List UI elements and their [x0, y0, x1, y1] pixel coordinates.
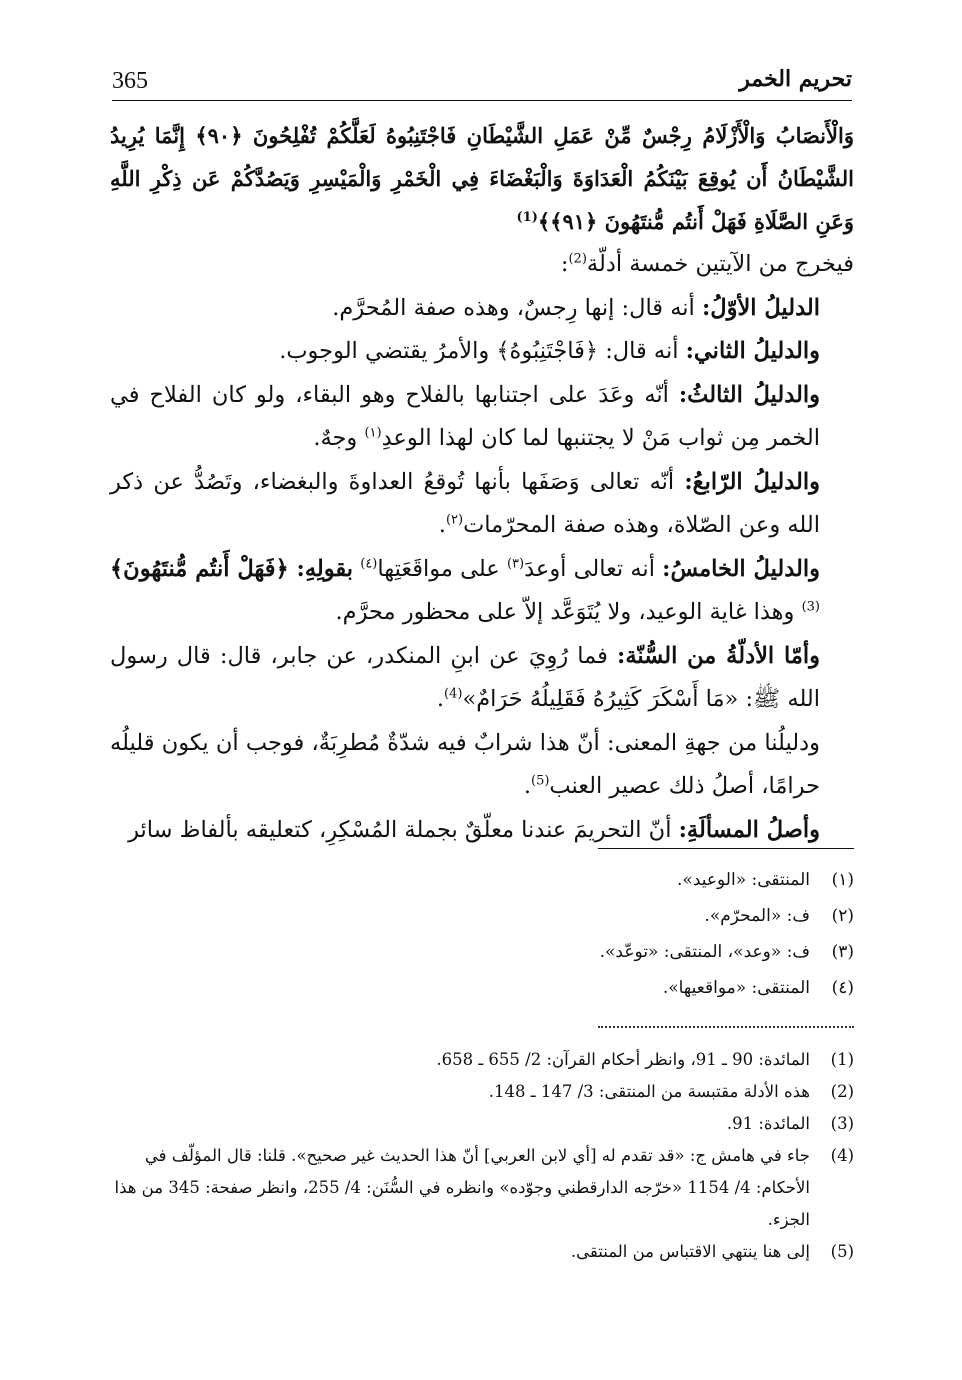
sunnah-text-end: . — [436, 686, 444, 712]
proof-5-text-d: وهذا غاية الوعيد، ولا يُتَوَعَّد إلاّ على محظور محرَّم. — [335, 599, 795, 625]
proof-1-lead: الدليلُ الأوّلُ: — [701, 294, 820, 321]
meaning-proof — [110, 722, 854, 809]
sunnah-text: فما رُوِيَ عن ابنِ المنكدر، عن جابر، قال: قال رسول الله ﷺ: «مَا أَسْكَرَ كَثِيرُهُ فَقَلِيلُهُ حَرَامٌ» — [110, 642, 820, 712]
proof-5-text-a: أنه تعالى أوعدَ — [524, 555, 655, 582]
footnote-item — [110, 1140, 854, 1236]
intro-text: فيخرج من الآيتين خمسة أدلّة — [586, 251, 854, 277]
footnote-number: (4) — [830, 1146, 854, 1165]
sunnah-lead: وأمّا الأدلّةُ من السُّنّة: — [617, 642, 821, 669]
footnote-text: ف: «وعد»، المنتقى: «توعّد». — [599, 942, 810, 962]
footnote-separator — [598, 848, 854, 849]
proof-3-lead: والدليلُ الثالثُ: — [678, 381, 820, 408]
proof-3-text: أنّه وعَدَ على اجتنابها بالفلاح وهو البقاء، ولو كان الفلاح في الخمر مِن ثواب مَنْ لا يجتنبها لما كان لهذا الوعدِ — [110, 381, 820, 451]
footnote-dotted-separator — [598, 1026, 854, 1028]
sunnah-proof — [110, 635, 854, 722]
footnote-text: هذه الأدلة مقتبسة من المنتقى: 3/ 147 ـ 148. — [488, 1082, 810, 1101]
footnote-item — [110, 898, 854, 934]
footnote-number: (٣) — [831, 942, 854, 962]
meaning-text-end: . — [523, 773, 531, 799]
footnote-ref: (١) — [364, 425, 382, 441]
proof-5 — [110, 548, 854, 635]
footnote-text: جاء في هامش ج: «قد تقدم له [أي لابن العربي] أنّ هذا الحديث غير صحيح». قلنا: قال المؤلّف في الأحكام: 4/ 1154 «خرّجه الدارقطني وجوّده» وانظره في السُّنَن: 4/ 255، وانظر صفحة: 345 من هذا الجزء. — [114, 1146, 810, 1229]
main-text — [110, 114, 854, 852]
proof-5-text-b: على مواقَعَتِها — [377, 555, 500, 582]
proof-4-text-end: . — [438, 512, 446, 538]
proof-5-quran: بقولِهِ: ﴿فَهَلْ أَنتُم مُّنتَهُونَ﴾ — [110, 555, 354, 582]
intro-line — [110, 243, 854, 287]
footnote-text: ف: «المحرّم». — [704, 906, 810, 926]
footnote-text: المنتقى: «الوعيد». — [677, 870, 810, 890]
editor-footnotes — [110, 862, 854, 1006]
quran-verse — [110, 114, 854, 243]
proof-4-lead: والدليلُ الرّابعُ: — [684, 468, 820, 495]
footnote-item — [110, 1108, 854, 1140]
footnote-number: (5) — [830, 1242, 854, 1261]
proof-2-lead: والدليلُ الثاني: — [685, 338, 820, 364]
proof-3-text-end: وجهٌ. — [313, 425, 358, 451]
footnote-ref: (4) — [444, 686, 463, 702]
footnote-ref: (٢) — [445, 512, 464, 528]
page-header — [112, 66, 852, 101]
footnote-ref: (5) — [530, 773, 550, 789]
footnote-ref: (2) — [568, 251, 587, 267]
footnote-item — [110, 862, 854, 898]
footnote-item — [110, 1076, 854, 1108]
footnote-ref: (3) — [801, 599, 820, 615]
footnote-text: المنتقى: «مواقعيها». — [662, 978, 810, 998]
intro-colon: : — [560, 251, 569, 277]
proof-5-lead: والدليلُ الخامسُ: — [662, 555, 820, 582]
footnote-number: (٤) — [831, 978, 854, 998]
footnote-item — [110, 970, 854, 1006]
proof-1 — [110, 287, 854, 331]
running-title: تحريم الخمر — [739, 66, 852, 92]
footnote-ref: (٣) — [506, 556, 525, 571]
footnote-number: (2) — [830, 1082, 854, 1101]
proof-3 — [110, 374, 854, 461]
proof-4 — [110, 461, 854, 548]
author-footnotes — [110, 1044, 854, 1268]
footnote-number: (1) — [830, 1050, 854, 1069]
proof-2-text: أنه قال: ﴿فَاجْتَنِبُوهُ﴾ والأمرُ يقتضي الوجوب. — [279, 338, 679, 364]
meaning-text: ودليلُنا من جهةِ المعنى: أنّ هذا شرابٌ فيه شدّةٌ مُطرِبَةٌ، فوجب أن يكون قليلُه حرامًا، أصلُ ذلك عصير العنب — [110, 729, 820, 799]
footnote-text: المائدة: 90 ـ 91، وانظر أحكام القرآن: 2/ 655 ـ 658. — [436, 1050, 810, 1069]
origin-lead: وأصلُ المسألَةِ: — [678, 816, 820, 843]
origin-text: أنّ التحريمَ عندنا معلّقٌ بجملة المُسْكِرِ، كتعليقه بألفاظ سائر — [128, 816, 672, 843]
proof-1-text: أنه قال: إنها رِجسٌ، وهذه صفة المُحرَّم. — [332, 294, 695, 321]
footnote-number: (3) — [830, 1114, 854, 1133]
origin-of-issue — [110, 809, 854, 853]
footnote-ref: (1) — [516, 210, 538, 225]
proof-4-text: أنّه تعالى وَصَفَها بأنها تُوقعُ العداوةَ والبغضاء، وتَصُدُّ عن ذكر الله وعن الصّلاة، وهذه صفة المحرّمات — [110, 468, 820, 538]
footnote-item — [110, 934, 854, 970]
footnote-number: (١) — [831, 870, 854, 890]
proof-2 — [110, 330, 854, 374]
footnote-item — [110, 1236, 854, 1268]
footnote-number: (٢) — [831, 906, 854, 926]
footnote-item — [110, 1044, 854, 1076]
footnote-ref: (٤) — [360, 556, 378, 571]
footnote-text: إلى هنا ينتهي الاقتباس من المنتقى. — [570, 1242, 810, 1261]
quran-verse-text: وَالْأَنصَابُ وَالْأَزْلَامُ رِجْسٌ مِّنْ عَمَلِ الشَّيْطَانِ فَاجْتَنِبُوهُ لَعَلَّكُمْ تُفْلِحُونَ ﴿٩٠﴾ إِنَّمَا يُرِيدُ الشَّيْطَانُ أَن يُوقِعَ بَيْنَكُمُ الْعَدَاوَةَ وَالْبَغْضَاءَ فِي الْخَمْرِ وَالْمَيْسِرِ وَيَصُدَّكُمْ عَن ذِكْرِ اللَّهِ وَعَنِ الصَّلَاةِ فَهَلْ أَنتُم مُّنتَهُونَ ﴿٩١﴾﴾ — [110, 123, 854, 234]
footnote-text: المائدة: 91. — [726, 1114, 810, 1133]
page-number: 365 — [112, 68, 148, 94]
